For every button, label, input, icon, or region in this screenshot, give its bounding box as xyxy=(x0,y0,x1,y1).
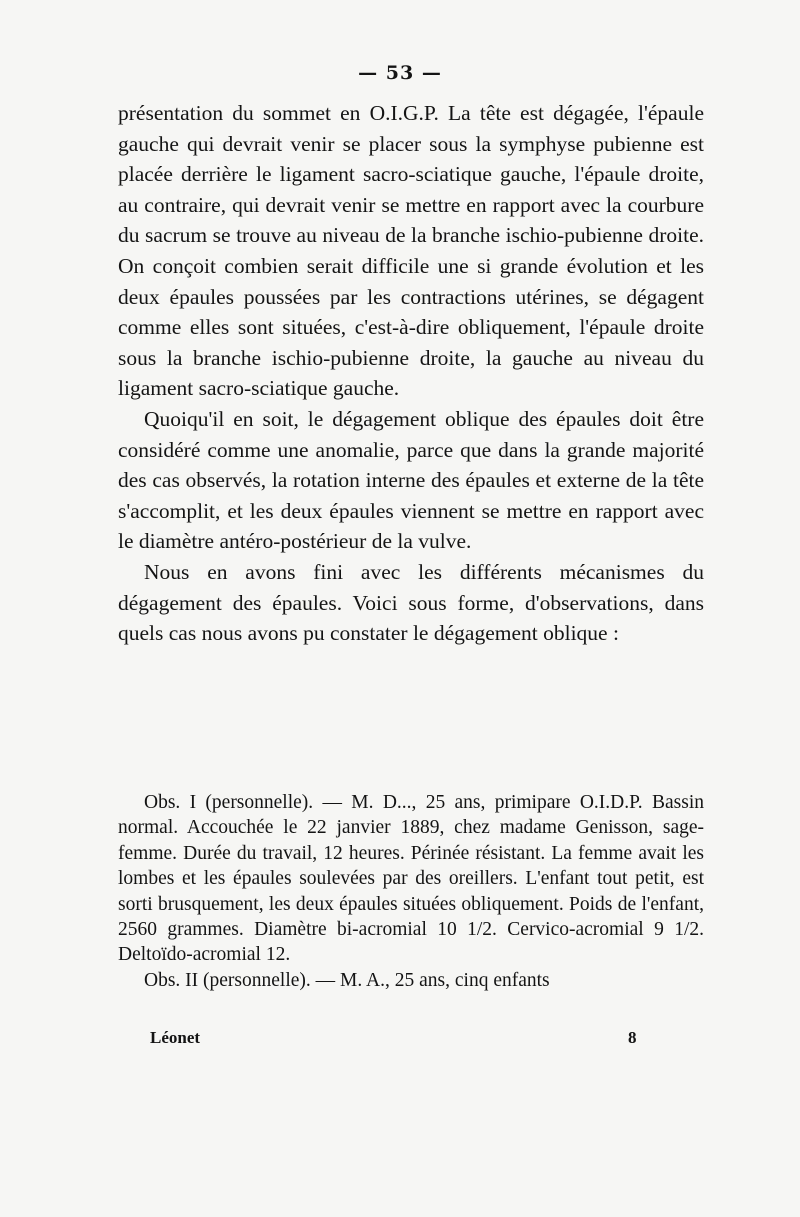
paragraph: Quoiqu'il en soit, le dégagement oblique des épaules doit être considéré comme une anomalie, parce que dans la grande majorité des cas observés, la rotation interne des épaules et externe de la tête s'accomplit, et les deux épaules viennent se mettre en rapport avec le diamètre antéro-postérieur de la vulve. xyxy=(118,406,704,554)
body-text xyxy=(118,98,704,649)
signature-number: 8 xyxy=(628,1028,637,1047)
observation: Obs. II (personnelle). — M. A., 25 ans, cinq enfants xyxy=(144,969,550,991)
paragraph: présentation du sommet en O.I.G.P. La tête est dégagée, l'épaule gauche qui devrait venir se placer sous la symphyse pubienne est placée derrière le ligament sacro-sciatique gauche, l'épaule droite, au contraire, qui devrait venir se mettre en rapport avec la courbure du sacrum se trouve au niveau de la branche ischio-pubienne droite. On conçoit combien serait difficile une si grande évolution et les deux épaules poussées par les contractions utérines, se dégagent comme elles sont situées, c'est-à-dire obliquement, l'épaule droite sous la branche ischio-pubienne droite, la gauche au niveau du ligament sacro-sciatique gauche. xyxy=(118,101,704,401)
observation: Obs. I (personnelle). — M. D..., 25 ans, primipare O.I.D.P. Bassin normal. Accouchée le 22 janvier 1889, chez madame Genisson, sage-femme. Durée du travail, 12 heures. Périnée résistant. La femme avait les lombes et les épaules soulevées par des oreillers. L'enfant tout petit, est sorti brusquement, les deux épaules situées obliquement. Poids de l'enfant, 2560 grammes. Diamètre bi-acromial 10 1/2. Cervico-acromial 9 1/2. Deltoïdo-acromial 12. xyxy=(118,792,704,966)
paragraph: Nous en avons fini avec les différents mécanismes du dégagement des épaules. Voici sous forme, d'observations, dans quels cas nous avons pu constater le dégagement oblique : xyxy=(118,559,704,646)
page-number: — 53 — xyxy=(358,62,442,84)
signature-mark: Léonet xyxy=(150,1028,201,1047)
observations xyxy=(118,790,704,993)
